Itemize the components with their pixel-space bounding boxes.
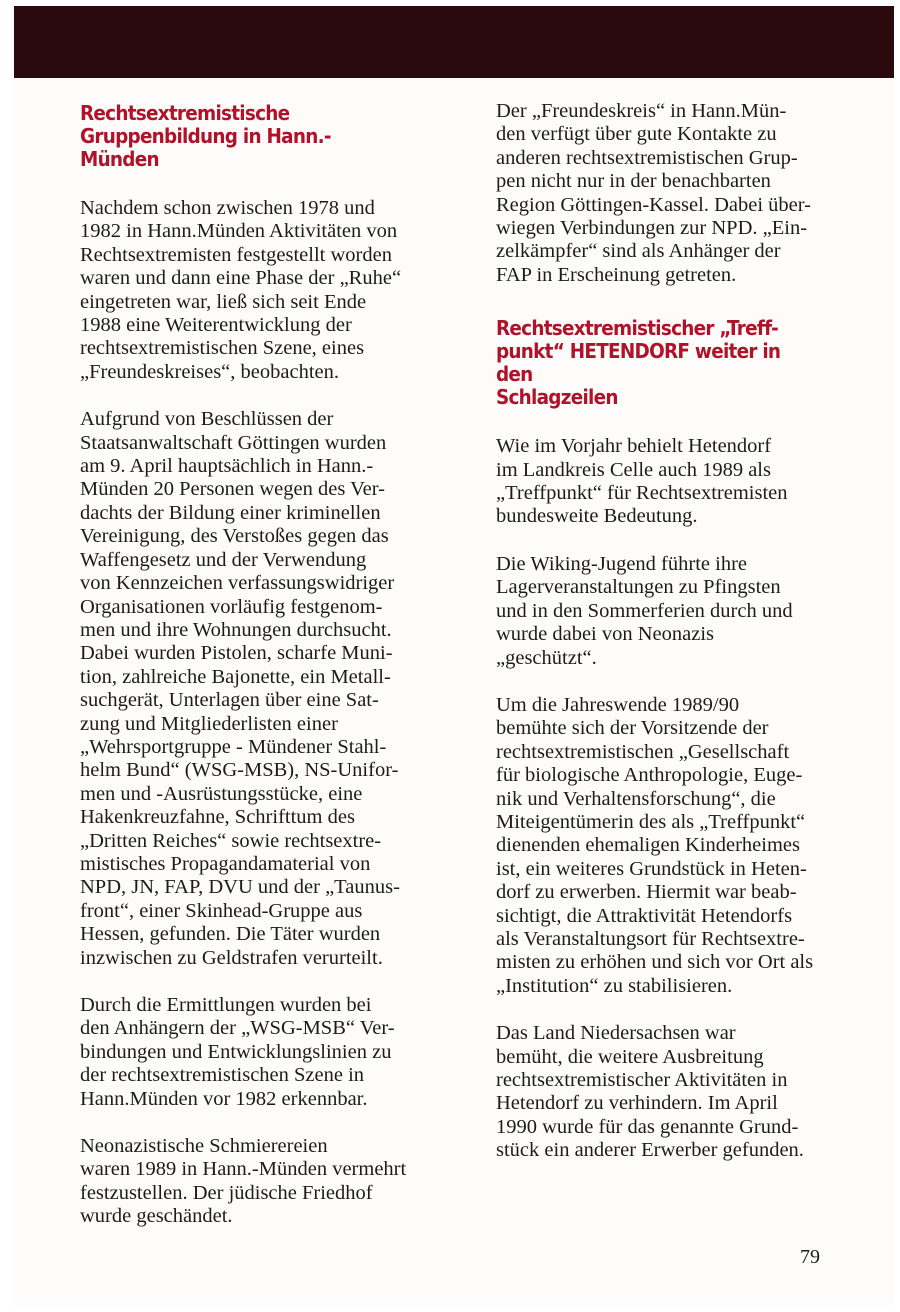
header-bar (14, 6, 894, 78)
section-heading-hetendorf: Rechtsextremistischer „Treff- punkt“ HETENDORF weiter in den Schlagzeilen (496, 316, 781, 410)
left-column (80, 98, 432, 1229)
paragraph: Das Land Niedersachsen war bemüht, die weitere Ausbreitung rechtsextremistischer Aktivitäten in Hetendorf zu verhindern. Im April 1990 wurde für das genannte Grund- stück ein anderer Erwerber gefunden. (496, 1022, 804, 1162)
paragraph: Aufgrund von Beschlüssen der Staatsanwaltschaft Göttingen wurden am 9. April hauptsächlich in Hann.- Münden 20 Personen wegen des Ver- dachts der Bildung einer kriminellen Vereinigung, des Verstoßes gegen das Waffengesetz und der Verwendung von Kennzeichen verfassungswidriger Organisationen vorläufig festgenom- men und ihre Wohnungen durchsucht. Dabei wurden Pistolen, scharfe Muni- tion, zahlreiche Bajonette, ein Metall- suchgerät, Unterlagen über eine Sat- zung und Mitgliederlisten einer „Wehrsportgruppe - Mündener Stahl- helm Bund“ (WSG-MSB), NS-Unifor- men und -Ausrüstungsstücke, eine Hakenkreuzfahne, Schrifttum des „Dritten Reiches“ sowie rechtsextre- mistisches Propagandamaterial von NPD, JN, FAP, DVU und der „Taunus- front“, einer Skinhead-Gruppe aus Hessen, gefunden. Die Täter wurden inzwischen zu Geldstrafen verurteilt. (80, 408, 400, 969)
paragraph: Durch die Ermittlungen wurden bei den Anhängern der „WSG-MSB“ Ver- bindungen und Entwicklungslinien zu der rechtsextremistischen Szene in Hann.Münden vor 1982 erkennbar. (80, 994, 395, 1110)
paragraph: Nachdem schon zwischen 1978 und 1982 in Hann.Münden Aktivitäten von Rechtsextremisten festgestellt worden waren und dann eine Phase der „Ruhe“ eingetreten war, ließ sich seit Ende 1988 eine Weiterentwicklung der rechtsextremistischen Szene, eines „Freundeskreises“, beobachten. (80, 197, 402, 383)
paragraph: Wie im Vorjahr behielt Hetendorf im Landkreis Celle auch 1989 als „Treffpunkt“ für Rechtsextremisten bundesweite Bedeutung. (496, 435, 788, 528)
paragraph: Die Wiking-Jugend führte ihre Lagerveranstaltungen zu Pfingsten und in den Sommerferien durch und wurde dabei von Neonazis „geschützt“. (496, 552, 793, 669)
section-heading-hann-muenden: Rechtsextremistische Gruppenbildung in Hann.-Münden (80, 101, 331, 171)
paragraph: Neonazistische Schmierereien waren 1989 in Hann.-Münden vermehrt festzustellen. Der jüdische Friedhof wurde geschändet. (80, 1135, 407, 1228)
paragraph: Der „Freundeskreis“ in Hann.Mün- den verfügt über gute Kontakte zu anderen rechtsextremistischen Grup- pen nicht nur in der benachbarten Region Göttingen-Kassel. Dabei über- wiegen Verbindungen zur NPD. „Ein- zelkämpfer“ sind als Anhänger der FAP in Erscheinung getreten. (496, 100, 811, 286)
page-number: 79 (800, 1246, 820, 1268)
paragraph: Um die Jahreswende 1989/90 bemühte sich der Vorsitzende der rechtsextremistischen „Gesellschaft für biologische Anthropologie, Euge- nik und Verhaltensforschung“, die Miteigentümerin des als „Treffpunkt“ dienenden ehemaligen Kinderheimes ist, ein weiteres Grundstück in Heten- dorf zu erwerben. Hiermit war beab- sichtigt, die Attraktivität Hetendorfs als Veranstaltungsort für Rechtsextre- misten zu erhöhen und sich vor Ort als „Institution“ zu stabilisieren. (496, 693, 814, 997)
document-page (14, 6, 894, 1306)
right-column (496, 100, 840, 1163)
